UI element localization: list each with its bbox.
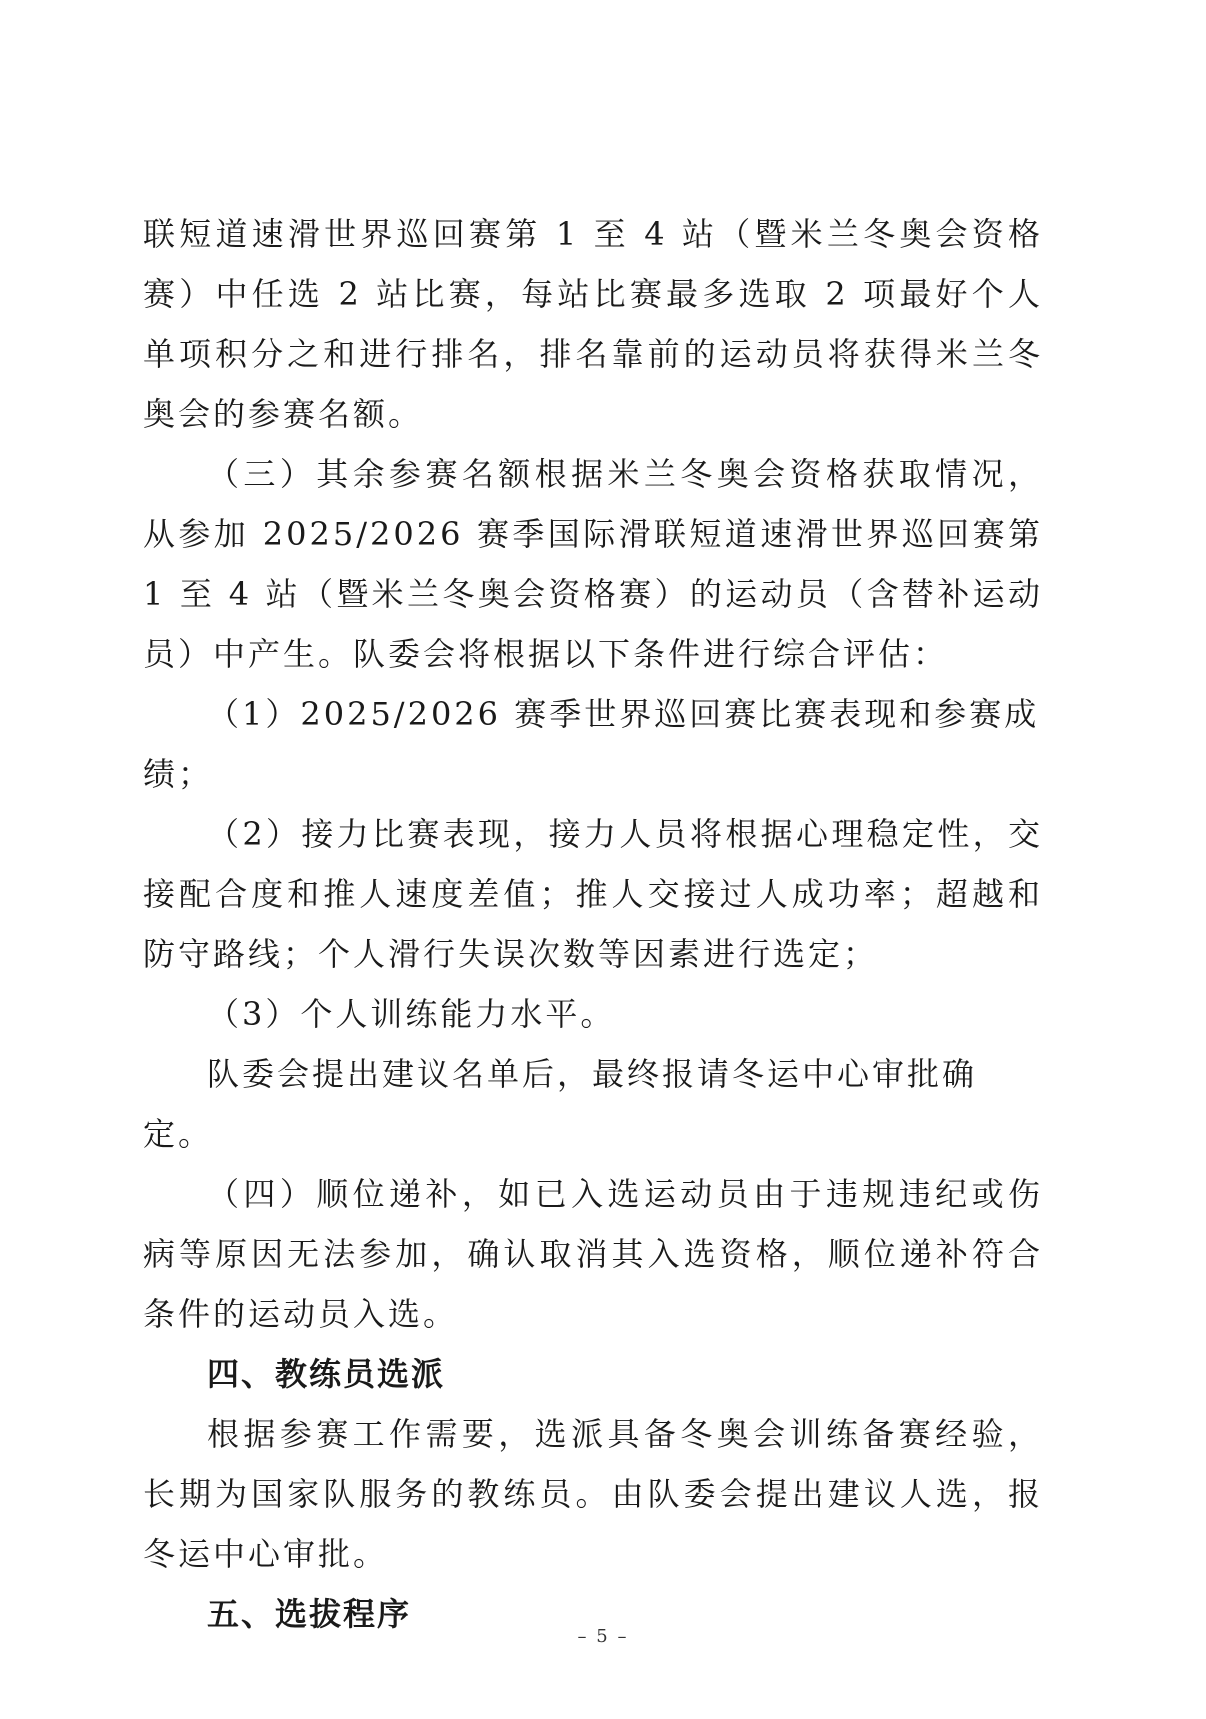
page-number: – 5 –	[577, 1626, 629, 1647]
paragraph-condition-1: （1）2025/2026 赛季世界巡回赛比赛表现和参赛成绩；	[143, 695, 1040, 793]
body-text	[143, 204, 1057, 1644]
heading-selection-procedure: 五、选拔程序	[207, 1595, 412, 1633]
heading-coach-selection: 四、教练员选派	[207, 1355, 446, 1393]
paragraph-section-3: （三）其余参赛名额根据米兰冬奥会资格获取情况，从参加 2025/2026 赛季国际滑联短道速滑世界巡回赛第 1 至 4 站（暨米兰冬奥会资格赛）的运动员（含替补运动员）中产生。队委会将根据以下条件进行综合评估：	[143, 455, 1057, 673]
paragraph-approval: 队委会提出建议名单后，最终报请冬运中心审批确定。	[143, 1055, 978, 1153]
paragraph-coach-selection: 根据参赛工作需要，选派具备冬奥会训练备赛经验，长期为国家队服务的教练员。由队委会提出建议人选，报冬运中心审批。	[143, 1415, 1043, 1573]
paragraph-section-4: （四）顺位递补，如已入选运动员由于违规违纪或伤病等原因无法参加，确认取消其入选资格，顺位递补符合条件的运动员入选。	[143, 1175, 1043, 1333]
paragraph-continuation: 联短道速滑世界巡回赛第 1 至 4 站（暨米兰冬奥会资格赛）中任选 2 站比赛，每站比赛最多选取 2 项最好个人单项积分之和进行排名，排名靠前的运动员将获得米兰冬奥会的参赛名额。	[143, 215, 1043, 433]
paragraph-condition-2: （2）接力比赛表现，接力人员将根据心理稳定性，交接配合度和推人速度差值；推人交接过人成功率；超越和防守路线；个人滑行失误次数等因素进行选定；	[143, 815, 1043, 973]
paragraph-condition-3: （3）个人训练能力水平。	[207, 995, 616, 1033]
